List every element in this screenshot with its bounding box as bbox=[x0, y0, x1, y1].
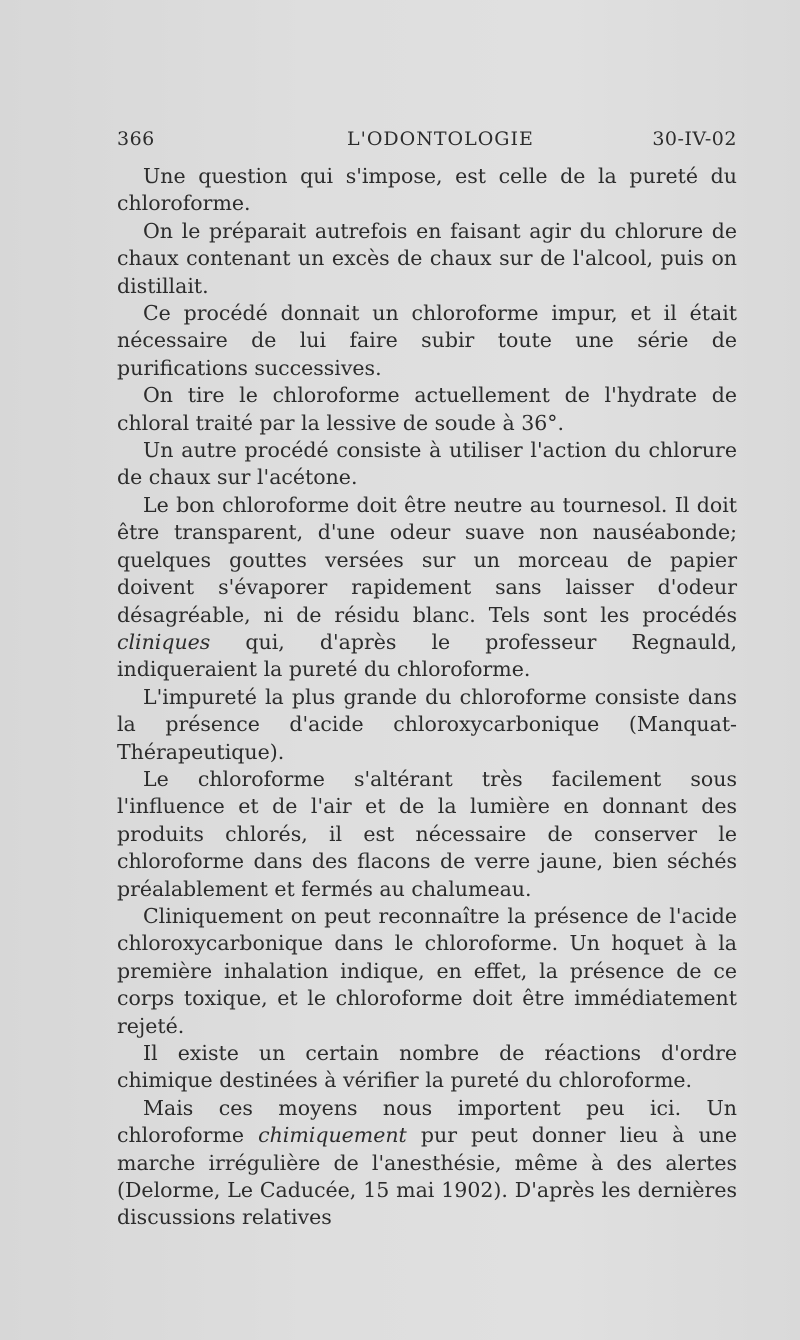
text-run: pur peut donner lieu à une marche irrégulière de l'anesthésie, même à des alertes (Delorme, Le Caducée, 15 mai 1902). D'après les dernières discussions relatives bbox=[117, 1123, 737, 1230]
body-text bbox=[117, 163, 737, 1232]
paragraph: Le chloroforme s'altérant très facilement sous l'influence et de l'air et de la lumière en donnant des produits chlorés, il est nécessaire de conserver le chloroforme dans des flacons de verre jaune, bien séchés préalablement et fermés au chalumeau. bbox=[117, 766, 737, 901]
text-run: qui, d'après le professeur Regnauld, indiqueraient la pureté du chloroforme. bbox=[117, 629, 737, 682]
paragraph bbox=[117, 1095, 737, 1232]
paragraph bbox=[117, 492, 737, 684]
paragraph: Une question qui s'impose, est celle de la pureté du chloroforme. bbox=[117, 164, 737, 216]
issue-date: 30-IV-02 bbox=[652, 128, 737, 150]
text-run: Mais ces moyens nous importent peu ici. Un chloroforme bbox=[117, 1095, 737, 1148]
paragraph: On le préparait autrefois en faisant agir du chlorure de chaux contenant un excès de chaux sur de l'alcool, puis on distillait. bbox=[117, 218, 737, 298]
page-number: 366 bbox=[117, 128, 155, 150]
paragraph: Ce procédé donnait un chloroforme impur, et il était nécessaire de lui faire subir toute une série de purifications successives. bbox=[117, 301, 737, 380]
paragraph: Un autre procédé consiste à utiliser l'action du chlorure de chaux sur l'acétone. bbox=[117, 438, 737, 490]
paragraph: L'impureté la plus grande du chloroforme consiste dans la présence d'acide chloroxycarbonique (Manquat-Thérapeutique). bbox=[117, 684, 737, 764]
paragraph: On tire le chloroforme actuellement de l'hydrate de chloral traité par la lessive de soude à 36°. bbox=[117, 383, 737, 435]
italic-text: chimiquement bbox=[258, 1123, 407, 1148]
paragraph: Il existe un certain nombre de réactions d'ordre chimique destinées à vérifier la pureté du chloroforme. bbox=[117, 1041, 737, 1093]
journal-title: L'ODONTOLOGIE bbox=[347, 128, 534, 150]
running-header bbox=[117, 128, 737, 156]
paragraph: Cliniquement on peut reconnaître la présence de l'acide chloroxycarbonique dans le chloroforme. Un hoquet à la première inhalation indique, en effet, la présence de ce corps toxique, et le chloroforme doit être immédiatement rejeté. bbox=[117, 903, 737, 1038]
text-run: Le bon chloroforme doit être neutre au tournesol. Il doit être transparent, d'une odeur suave non nauséabonde; quelques gouttes versées sur un morceau de papier doivent s'évaporer rapidement sans laisser d'odeur désagréable, ni de résidu blanc. Tels sont les procédés bbox=[117, 492, 737, 627]
italic-text: cliniques bbox=[117, 629, 211, 654]
